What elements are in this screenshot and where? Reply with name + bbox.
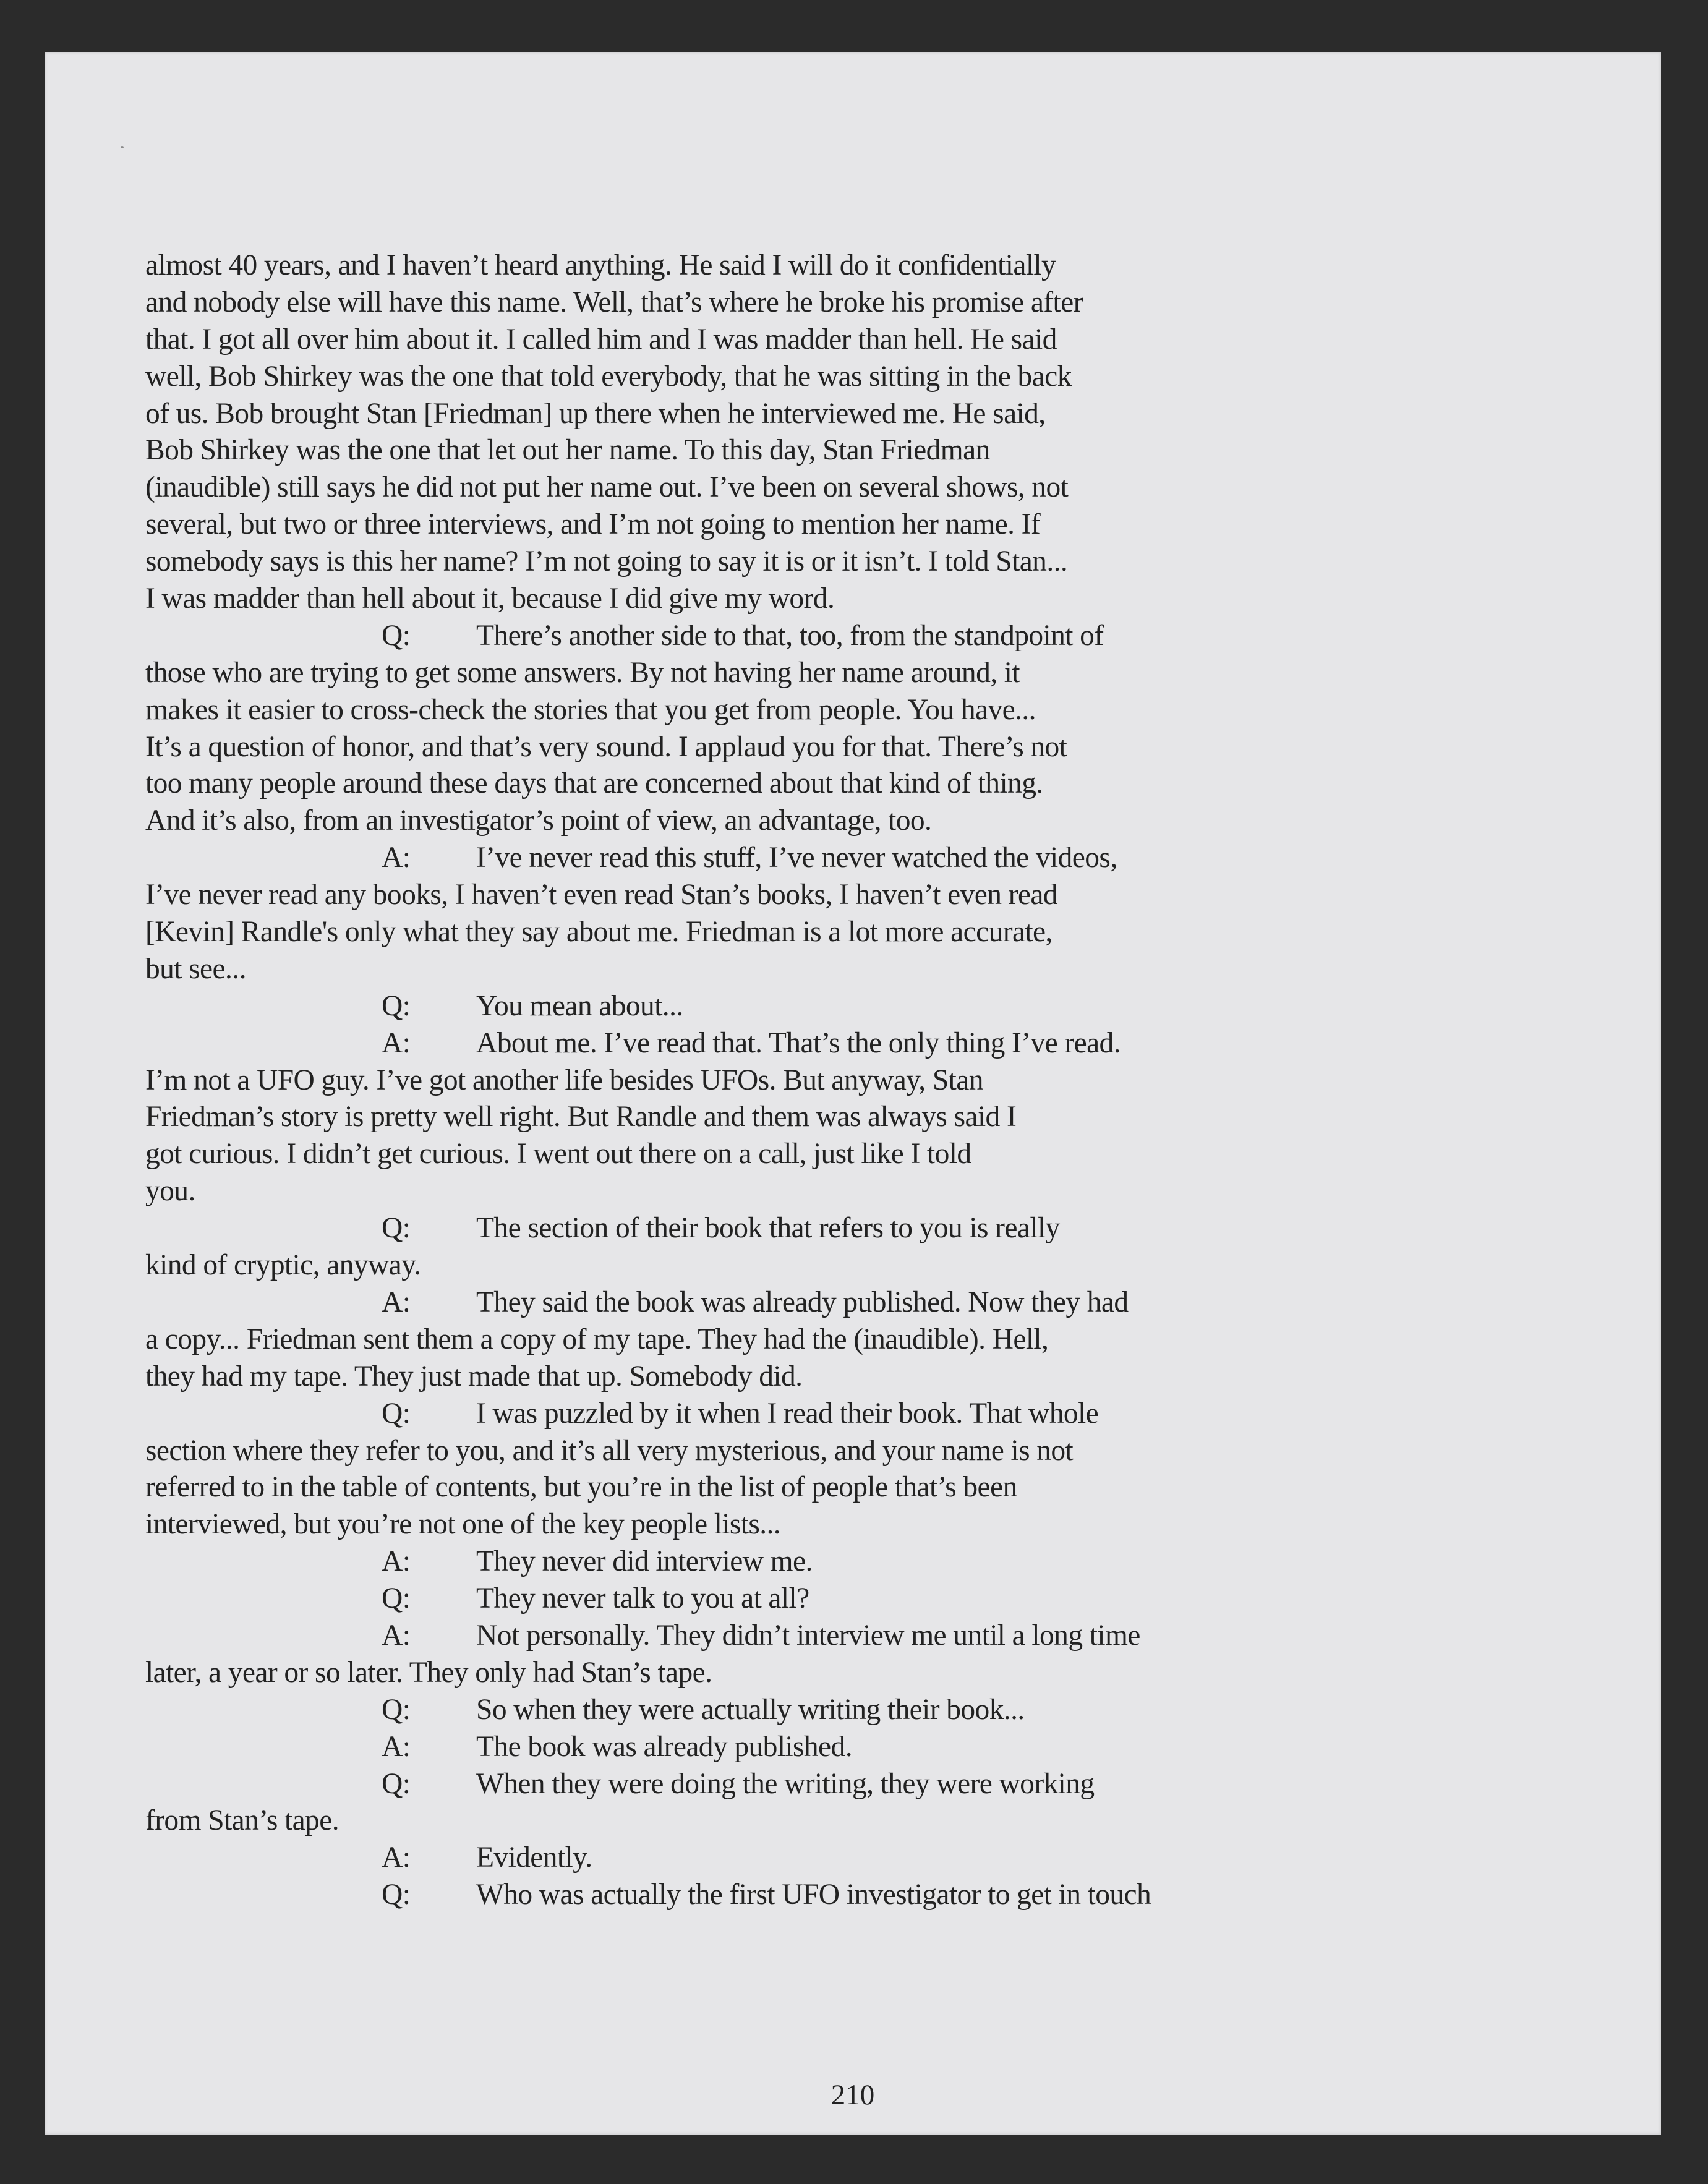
transcript-line: you. (145, 1175, 195, 1208)
transcript-line: those who are trying to get some answers. By not having her name around, it (145, 656, 1020, 689)
speaker-turn (145, 1692, 1197, 1729)
transcript-line: (inaudible) still says he did not put her name out. I’ve been on several shows, not (145, 471, 1069, 504)
speaker-label: A: (382, 1026, 411, 1059)
transcript-line: they had my tape. They just made that up. Somebody did. (145, 1360, 803, 1393)
transcript-line: Bob Shirkey was the one that let out her name. To this day, Stan Friedman (145, 434, 990, 467)
transcript-line: several, but two or three interviews, and I’m not going to mention her name. If (145, 508, 1041, 541)
speaker-turn (145, 840, 1197, 877)
speaker-label: Q: (382, 989, 411, 1022)
speaker-text: I’ve never read this stuff, I’ve never watched the videos, (476, 842, 1117, 874)
speaker-text: So when they were actually writing their book... (476, 1693, 1025, 1726)
transcript-line: It’s a question of honor, and that’s very sound. I applaud you for that. There’s not (145, 730, 1067, 763)
transcript-line: I was madder than hell about it, because I did give my word. (145, 582, 835, 615)
transcript-line: referred to in the table of contents, but you’re in the list of people that’s been (145, 1471, 1017, 1504)
page-number: 210 (831, 2079, 875, 2111)
speaker-text: The book was already published. (476, 1730, 852, 1763)
speaker-text: They never talk to you at all? (476, 1582, 809, 1615)
transcript-line: Friedman’s story is pretty well right. But Randle and them was always said I (145, 1101, 1017, 1133)
transcript-line: interviewed, but you’re not one of the key people lists... (145, 1508, 781, 1541)
speaker-text: They said the book was already published. Now they had (476, 1286, 1129, 1318)
document-page (45, 52, 1661, 2135)
speaker-text: Not personally. They didn’t interview me until a long time (476, 1619, 1140, 1652)
speaker-text: The section of their book that refers to you is really (476, 1212, 1060, 1245)
speaker-label: A: (382, 1619, 411, 1652)
speaker-label: Q: (382, 1879, 411, 1911)
transcript-line: section where they refer to you, and it’s all very mysterious, and your name is not (145, 1434, 1074, 1467)
transcript-line: almost 40 years, and I haven’t heard anything. He said I will do it confidentially (145, 249, 1056, 281)
transcript-line: well, Bob Shirkey was the one that told everybody, that he was sitting in the back (145, 360, 1072, 393)
transcript-line: makes it easier to cross-check the stories that you get from people. You have... (145, 693, 1036, 726)
transcript-line: later, a year or so later. They only had Stan’s tape. (145, 1656, 712, 1689)
transcript-line: from Stan’s tape. (145, 1804, 339, 1837)
speaker-turn (145, 1025, 1197, 1062)
transcript-line: and nobody else will have this name. Well, that’s where he broke his promise after (145, 286, 1083, 318)
speaker-text: I was puzzled by it when I read their book. That whole (476, 1397, 1099, 1430)
speaker-turn (145, 1618, 1197, 1655)
speaker-label: A: (382, 1545, 411, 1578)
speaker-turn (145, 618, 1197, 655)
dust-speck (121, 146, 124, 148)
speaker-turn (145, 1580, 1197, 1618)
speaker-turn (145, 1840, 1197, 1877)
speaker-text: When they were doing the writing, they were working (476, 1767, 1095, 1800)
transcript-line: that. I got all over him about it. I called him and I was madder than hell. He said (145, 323, 1057, 356)
speaker-label: Q: (382, 619, 411, 652)
speaker-turn (145, 1877, 1197, 1914)
speaker-label: Q: (382, 1693, 411, 1726)
transcript-line: And it’s also, from an investigator’s point of view, an advantage, too. (145, 804, 932, 837)
speaker-label: Q: (382, 1212, 411, 1245)
transcript-line: a copy... Friedman sent them a copy of my tape. They had the (inaudible). Hell, (145, 1323, 1049, 1355)
speaker-text: You mean about... (476, 989, 683, 1022)
transcript-line: I’m not a UFO guy. I’ve got another life besides UFOs. But anyway, Stan (145, 1064, 983, 1096)
speaker-label: A: (382, 842, 411, 874)
speaker-label: A: (382, 1841, 411, 1874)
speaker-label: Q: (382, 1767, 411, 1800)
transcript-line: of us. Bob brought Stan [Friedman] up there when he interviewed me. He said, (145, 397, 1046, 430)
speaker-turn (145, 1543, 1197, 1580)
speaker-turn (145, 1729, 1197, 1766)
transcript-line: but see... (145, 952, 246, 985)
transcript-line: too many people around these days that are concerned about that kind of thing. (145, 767, 1043, 800)
speaker-turn (145, 1766, 1197, 1803)
speaker-text: There’s another side to that, too, from the standpoint of (476, 619, 1104, 652)
transcript-line: I’ve never read any books, I haven’t even read Stan’s books, I haven’t even read (145, 879, 1057, 911)
speaker-turn (145, 988, 1197, 1025)
transcript-body (145, 247, 1197, 1914)
speaker-label: Q: (382, 1582, 411, 1615)
transcript-line: kind of cryptic, anyway. (145, 1249, 421, 1282)
speaker-text: Who was actually the first UFO investigator to get in touch (476, 1879, 1151, 1911)
speaker-turn (145, 1284, 1197, 1321)
speaker-turn (145, 1396, 1197, 1433)
speaker-turn (145, 1210, 1197, 1247)
speaker-label: A: (382, 1730, 411, 1763)
speaker-text: About me. I’ve read that. That’s the only thing I’ve read. (476, 1026, 1121, 1059)
speaker-text: Evidently. (476, 1841, 592, 1874)
speaker-label: Q: (382, 1397, 411, 1430)
transcript-line: got curious. I didn’t get curious. I went out there on a call, just like I told (145, 1138, 971, 1171)
speaker-label: A: (382, 1286, 411, 1318)
transcript-line: [Kevin] Randle's only what they say about me. Friedman is a lot more accurate, (145, 916, 1053, 949)
transcript-line: somebody says is this her name? I’m not going to say it is or it isn’t. I told Stan... (145, 545, 1068, 578)
speaker-text: They never did interview me. (476, 1545, 813, 1578)
